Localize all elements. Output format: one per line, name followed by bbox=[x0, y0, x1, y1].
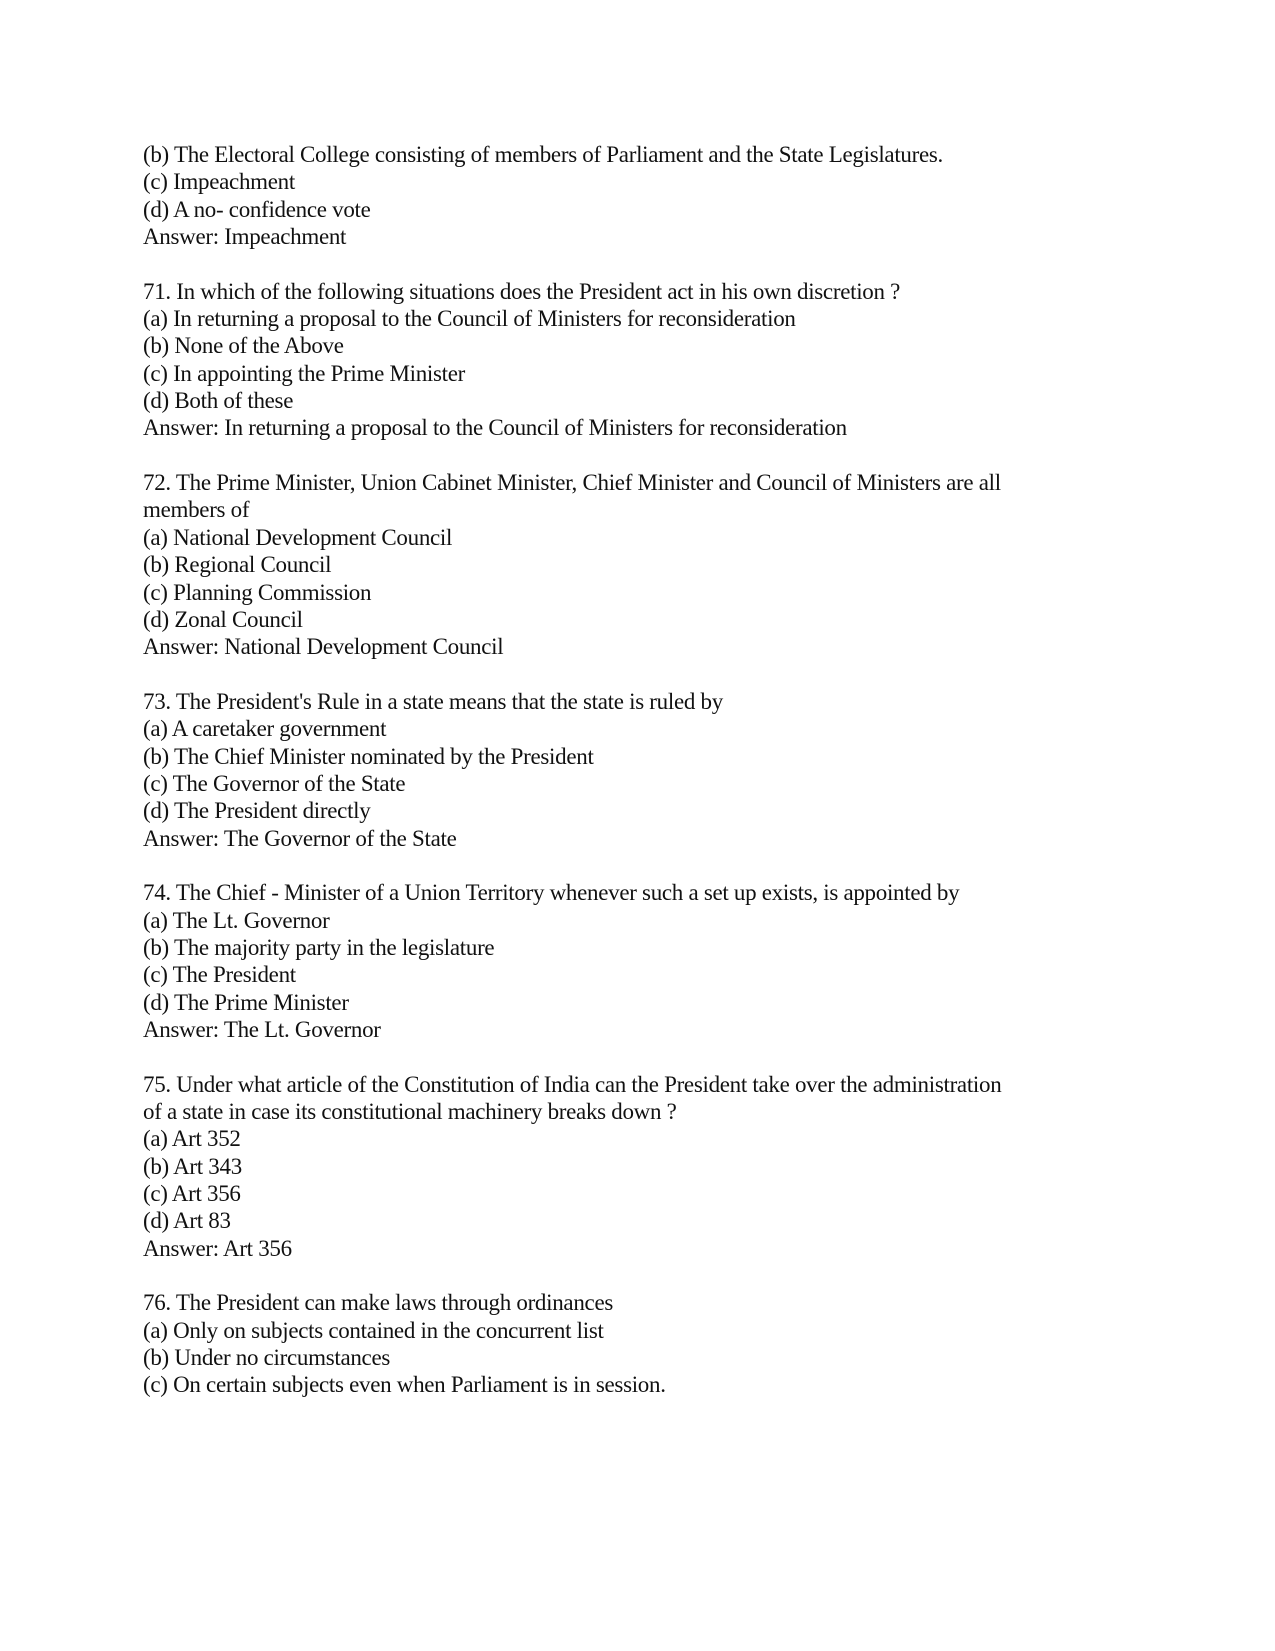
question-text: of a state in case its constitutional machinery breaks down ? bbox=[143, 1099, 677, 1125]
answer: Answer: Art 356 bbox=[143, 1235, 292, 1261]
option: (a) Art 352 bbox=[143, 1126, 241, 1152]
option: (c) On certain subjects even when Parliament is in session. bbox=[143, 1372, 666, 1398]
option: (b) Under no circumstances bbox=[143, 1345, 391, 1371]
option: (b) None of the Above bbox=[143, 333, 344, 359]
answer: Answer: The Governor of the State bbox=[143, 825, 457, 851]
question-text: 74. The Chief - Minister of a Union Territory whenever such a set up exists, is appointed by bbox=[143, 880, 960, 906]
question-block bbox=[143, 1289, 1143, 1398]
question-block bbox=[143, 1071, 1143, 1262]
option: (b) The Chief Minister nominated by the President bbox=[143, 743, 594, 769]
option: (d) Zonal Council bbox=[143, 606, 303, 632]
option: (d) The Prime Minister bbox=[143, 989, 349, 1015]
option: (a) National Development Council bbox=[143, 524, 453, 550]
option: (a) Only on subjects contained in the concurrent list bbox=[143, 1317, 604, 1343]
option: (a) The Lt. Governor bbox=[143, 907, 330, 933]
question-text: 73. The President's Rule in a state means that the state is ruled by bbox=[143, 688, 723, 714]
question-text: 75. Under what article of the Constitution of India can the President take over the administration bbox=[143, 1071, 1002, 1097]
option: (c) In appointing the Prime Minister bbox=[143, 360, 465, 386]
option: (a) In returning a proposal to the Council of Ministers for reconsideration bbox=[143, 306, 796, 332]
answer: Answer: In returning a proposal to the Council of Ministers for reconsideration bbox=[143, 415, 847, 441]
question-text: 71. In which of the following situations does the President act in his own discretion ? bbox=[143, 278, 901, 304]
option: (d) A no- confidence vote bbox=[143, 196, 371, 222]
question-block bbox=[143, 469, 1143, 660]
option: (b) Regional Council bbox=[143, 552, 332, 578]
option: (c) The President bbox=[143, 962, 296, 988]
option: (b) The Electoral College consisting of members of Parliament and the State Legislatures. bbox=[143, 142, 943, 167]
option: (c) The Governor of the State bbox=[143, 770, 406, 796]
answer: Answer: Impeachment bbox=[143, 224, 347, 250]
question-block bbox=[143, 879, 1143, 1043]
option: (a) A caretaker government bbox=[143, 716, 387, 742]
option: (b) Art 343 bbox=[143, 1153, 242, 1179]
answer: Answer: National Development Council bbox=[143, 634, 504, 660]
document-page bbox=[143, 141, 1143, 1426]
question-block bbox=[143, 278, 1143, 442]
answer: Answer: The Lt. Governor bbox=[143, 1017, 381, 1042]
question-text: members of bbox=[143, 497, 250, 523]
option: (d) Art 83 bbox=[143, 1208, 231, 1234]
option: (d) The President directly bbox=[143, 798, 371, 824]
question-block bbox=[143, 688, 1143, 852]
option: (c) Planning Commission bbox=[143, 579, 372, 605]
option: (c) Impeachment bbox=[143, 169, 295, 195]
option: (c) Art 356 bbox=[143, 1181, 241, 1207]
option: (d) Both of these bbox=[143, 388, 294, 414]
question-text: 76. The President can make laws through ordinances bbox=[143, 1290, 613, 1316]
question-block-70-continued bbox=[143, 141, 1143, 250]
question-text: 72. The Prime Minister, Union Cabinet Minister, Chief Minister and Council of Ministers are all bbox=[143, 470, 1001, 496]
option: (b) The majority party in the legislature bbox=[143, 934, 495, 960]
